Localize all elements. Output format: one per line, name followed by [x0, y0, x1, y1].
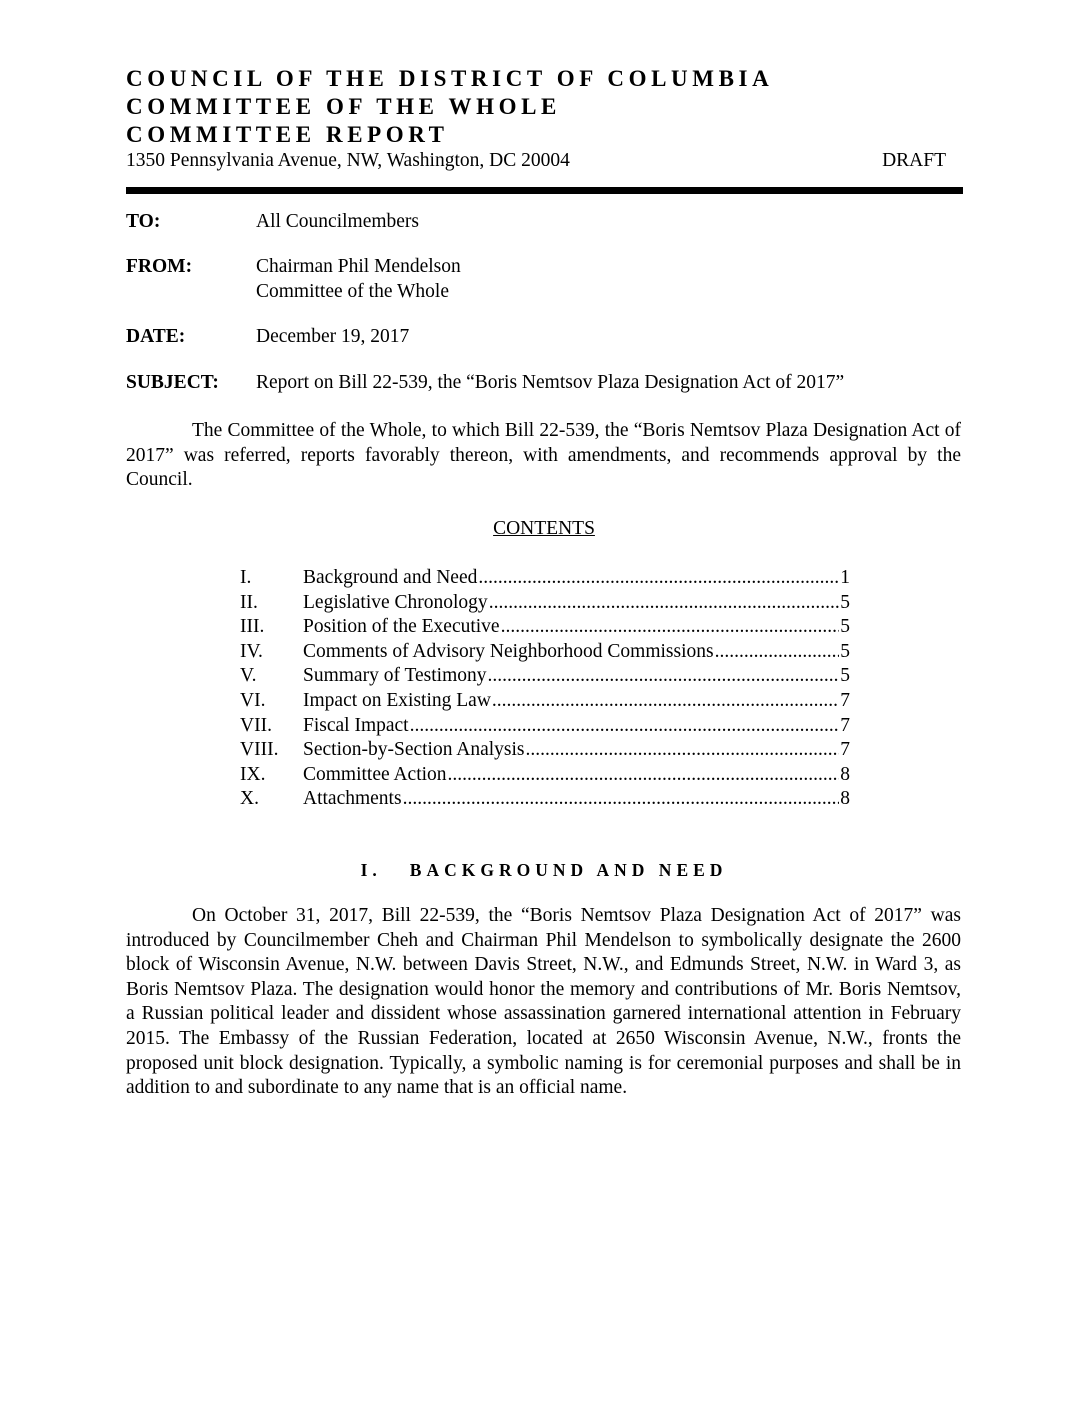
- to-label: TO:: [126, 211, 161, 232]
- toc-leader: [448, 763, 840, 788]
- toc-title: Legislative Chronology: [303, 591, 488, 613]
- header-rule: [126, 187, 963, 194]
- toc-title: Attachments: [303, 788, 402, 810]
- toc-row: [240, 714, 850, 739]
- toc-number: VI.: [240, 689, 266, 711]
- toc-page: 7: [840, 714, 850, 736]
- toc-page: 8: [840, 763, 850, 785]
- toc-page: 5: [840, 640, 850, 662]
- report-title: COMMITTEE REPORT: [126, 122, 449, 147]
- subject-value: Report on Bill 22-539, the “Boris Nemtsov Plaza Designation Act of 2017”: [256, 372, 845, 393]
- date-label: DATE:: [126, 326, 186, 347]
- toc-title: Background and Need: [303, 567, 478, 588]
- toc-title: Impact on Existing Law: [303, 689, 491, 711]
- toc-title: Comments of Advisory Neighborhood Commissions: [303, 640, 714, 662]
- toc-number: I.: [240, 567, 252, 588]
- toc-page: 8: [840, 788, 850, 810]
- draft-label: DRAFT: [882, 150, 946, 171]
- subject-label: SUBJECT:: [126, 372, 219, 393]
- date-value: December 19, 2017: [256, 326, 410, 347]
- toc-leader: [501, 615, 840, 640]
- committee-title: COMMITTEE OF THE WHOLE: [126, 94, 561, 119]
- from-value-line1: Chairman Phil Mendelson: [256, 256, 461, 277]
- to-value: All Councilmembers: [256, 211, 420, 232]
- toc-row: [240, 640, 850, 665]
- toc-number: IX.: [240, 763, 266, 785]
- toc-title: Committee Action: [303, 763, 447, 785]
- address: 1350 Pennsylvania Avenue, NW, Washington, DC 20004: [126, 150, 570, 171]
- toc-leader: [488, 664, 840, 689]
- toc-title: Section-by-Section Analysis: [303, 739, 525, 761]
- toc-row: [240, 591, 850, 616]
- toc-page: 7: [840, 739, 850, 761]
- toc-number: X.: [240, 788, 259, 810]
- toc-row: [240, 763, 850, 788]
- toc-number: VII.: [240, 714, 272, 736]
- toc-leader: [492, 689, 839, 714]
- contents-heading: CONTENTS: [493, 518, 595, 539]
- toc-leader: [410, 714, 840, 739]
- section-heading: [0, 858, 1088, 882]
- toc-number: IV.: [240, 640, 263, 662]
- toc-leader: [526, 738, 840, 763]
- intro-paragraph: The Committee of the Whole, to which Bill 22-539, the “Boris Nemtsov Plaza Designation Act of 2017” was referred, reports favorably thereon, with amendments, and recommends approval by the Council.: [126, 420, 961, 491]
- toc-row: [240, 615, 850, 640]
- section-number: I.: [360, 860, 382, 880]
- toc-leader: [489, 591, 840, 616]
- toc-row: [240, 738, 850, 763]
- toc-page: 5: [840, 665, 850, 687]
- toc-number: II.: [240, 591, 258, 613]
- toc-title: Position of the Executive: [303, 616, 500, 638]
- section-title-text: BACKGROUND AND NEED: [409, 860, 728, 880]
- toc-row: [240, 664, 850, 689]
- toc-page: 1: [840, 567, 850, 588]
- toc-number: V.: [240, 665, 257, 687]
- council-title: COUNCIL OF THE DISTRICT OF COLUMBIA: [126, 66, 774, 91]
- background-paragraph: On October 31, 2017, Bill 22-539, the “Boris Nemtsov Plaza Designation Act of 2017” was introduced by Councilmember Cheh and Chairman Phil Mendelson to symbolically designate the 2600 block of Wisconsin Avenue, N.W. between Davis Street, N.W., and Edmunds Street, N.W. in Ward 3, as Boris Nemtsov Plaza. The designation would honor the memory and contributions of Mr. Boris Nemtsov, a Russian political leader and dissident whose assassination garnered international attention in February 2015. The Embassy of the Russian Federation, located at 2650 Wisconsin Avenue, N.W., fronts the proposed unit block designation. Typically, a symbolic naming is for ceremonial purposes and shall be in addition to and subordinate to any name that is an official name.: [126, 905, 961, 1099]
- toc-leader: [478, 566, 839, 591]
- toc-page: 5: [840, 616, 850, 638]
- toc-page: 5: [840, 591, 850, 613]
- table-of-contents: [240, 566, 850, 812]
- toc-row: [240, 566, 850, 591]
- toc-title: Summary of Testimony: [303, 665, 487, 687]
- from-value-line2: Committee of the Whole: [256, 281, 449, 302]
- from-label: FROM:: [126, 256, 193, 277]
- toc-row: [240, 689, 850, 714]
- toc-number: VIII.: [240, 739, 279, 761]
- toc-leader: [715, 640, 840, 665]
- toc-row: [240, 787, 850, 812]
- toc-leader: [403, 787, 840, 812]
- toc-title: Fiscal Impact: [303, 714, 409, 736]
- toc-number: III.: [240, 616, 265, 638]
- toc-page: 7: [840, 689, 850, 711]
